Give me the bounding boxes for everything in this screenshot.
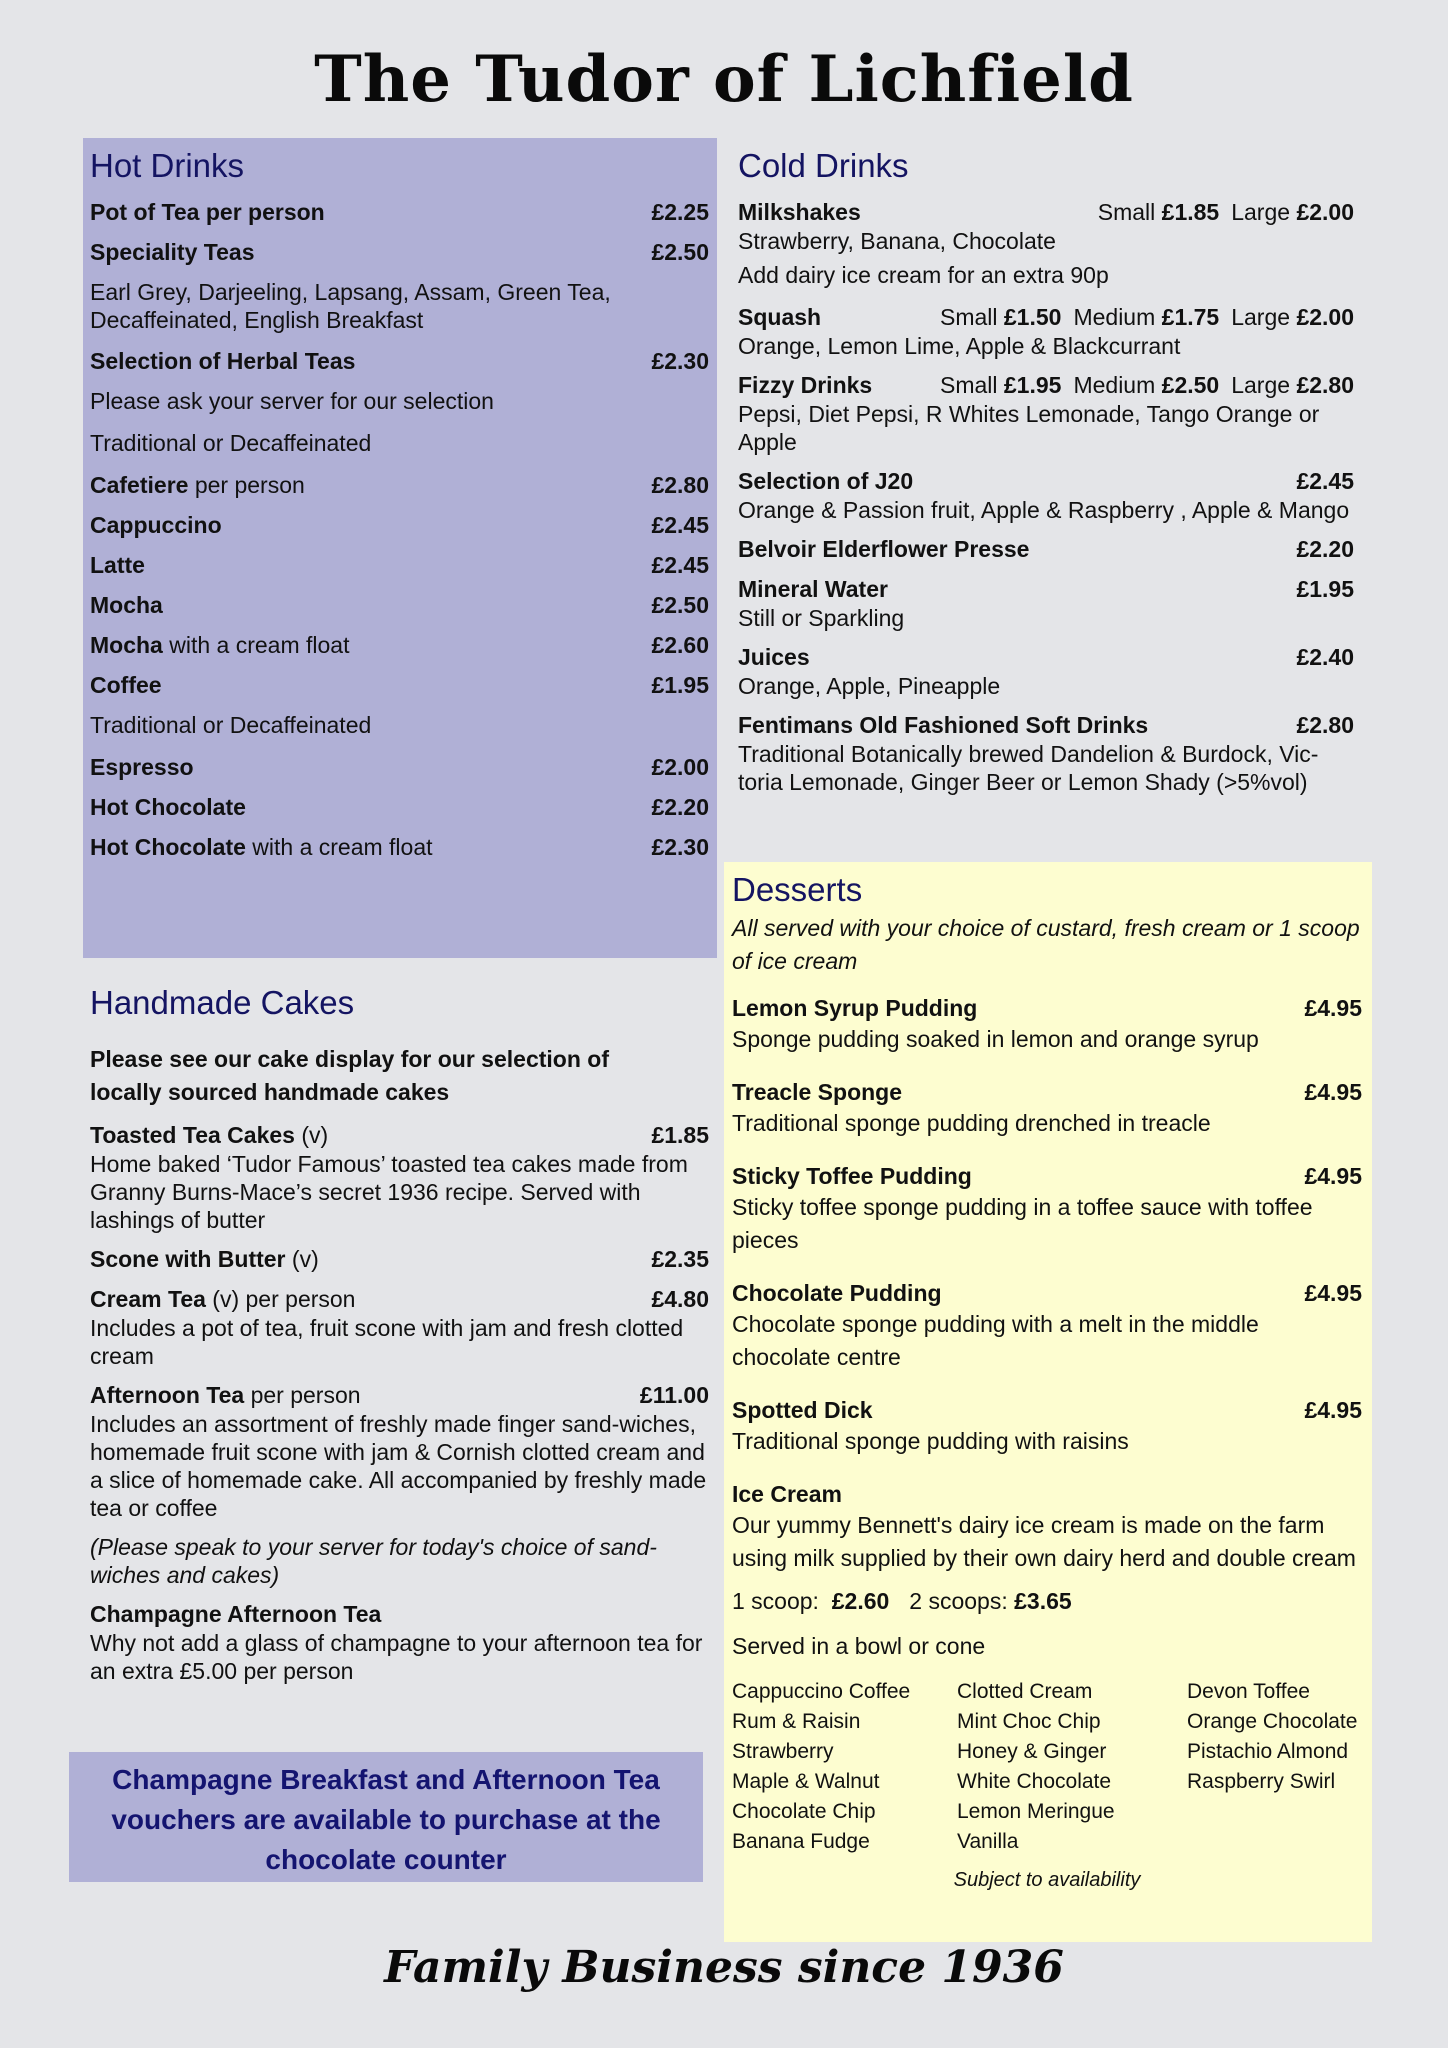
item-description: Orange, Lemon Lime, Apple & Blackcurrant (738, 333, 1181, 359)
item-name: Lemon Syrup Pudding (732, 995, 978, 1021)
item-description: Sponge pudding soaked in lemon and orange syrup (732, 1026, 1259, 1052)
item-price: £4.95 (1304, 1280, 1362, 1306)
flavour: Vanilla (957, 1830, 1019, 1853)
menu-item (90, 198, 709, 227)
cakes-heading: Handmade Cakes (90, 984, 355, 1021)
menu-item (90, 1600, 709, 1685)
flavour: Banana Fudge (732, 1830, 870, 1853)
item-price: £2.00 (651, 754, 709, 780)
menu-item (738, 711, 1354, 796)
size-label: Large (1231, 372, 1297, 398)
menu-item (738, 467, 1354, 524)
item-name: Selection of Herbal Teas (90, 348, 356, 374)
item-price: £4.95 (1304, 1163, 1362, 1189)
item-description: Traditional sponge pudding drenched in treacle (732, 1110, 1211, 1136)
item-description: Includes a pot of tea, fruit scone with jam and fresh clotted cream (90, 1315, 684, 1369)
flavour: Strawberry (732, 1740, 834, 1763)
menu-item (90, 671, 709, 700)
flavour (1187, 1797, 1377, 1827)
size-price: £2.80 (1296, 372, 1354, 398)
item-name: Mocha (90, 592, 163, 618)
desserts-intro: All served with your choice of custard, fresh cream or 1 scoop of ice cream (732, 915, 1360, 974)
item-name-suffix: (v) (285, 1246, 319, 1272)
item-name: Treacle Sponge (732, 1079, 903, 1105)
flavour: Rum & Raisin (732, 1710, 861, 1733)
item-price: £2.45 (651, 552, 709, 578)
item-price: £4.95 (1304, 1079, 1362, 1105)
item-price: £2.20 (1296, 536, 1354, 562)
cakes-intro: Please see our cake display for our selection of locally sourced handmade cakes (90, 1046, 609, 1105)
served-note: Served in a bowl or cone (732, 1633, 986, 1659)
item-name-suffix: (v) per person (205, 1286, 356, 1312)
item-name: Toasted Tea Cakes (90, 1122, 295, 1148)
menu-item (738, 575, 1354, 632)
footer-tagline: Family Business since 1936 (384, 1942, 1064, 1993)
menu-item (738, 643, 1354, 700)
size-label: Small (1097, 199, 1162, 225)
item-name: Cappuccino (90, 512, 222, 538)
size-label: Large (1231, 304, 1297, 330)
size-price: £1.85 (1161, 199, 1220, 225)
item-price: £11.00 (639, 1382, 709, 1408)
flavour: Mint Choc Chip (957, 1710, 1101, 1733)
menu-item (732, 1396, 1362, 1458)
item-price: £2.45 (1296, 468, 1354, 494)
menu-item (90, 591, 709, 620)
menu-item (90, 511, 709, 540)
item-description: Home baked ‘Tudor Famous’ toasted tea cakes made from Granny Burns-Mace’s secret 1936 recipe. Served with lashings of butter (90, 1151, 688, 1233)
item-description: Traditional Botanically brewed Dandelion & Burdock, Vic-toria Lemonade, Ginger Beer or Lemon Shady (>5%vol) (738, 741, 1319, 795)
menu-item (90, 1285, 709, 1370)
item-price: £1.85 (651, 1122, 709, 1148)
scoop-label: 2 scoops: (909, 1588, 1015, 1614)
item-price: £2.50 (651, 239, 709, 265)
flavour: Maple & Walnut (732, 1770, 880, 1793)
menu-item (90, 833, 709, 862)
item-name-suffix: (v) (294, 1122, 329, 1148)
item-note: Add dairy ice cream for an extra 90p (738, 262, 1109, 288)
item-price: £2.80 (651, 472, 709, 498)
item-price: £2.20 (651, 794, 709, 820)
item-price: £2.50 (651, 592, 709, 618)
menu-item (732, 1162, 1362, 1257)
item-description: Sticky toffee sponge pudding in a toffee sauce with toffee pieces (732, 1194, 1313, 1253)
item-name: Sticky Toffee Pudding (732, 1163, 972, 1189)
item-name: Coffee (90, 672, 162, 698)
flavour: Pistachio Almond (1187, 1740, 1349, 1763)
menu-item (90, 347, 709, 376)
menu-item (90, 551, 709, 580)
desserts-panel (724, 862, 1372, 1942)
item-price: £2.40 (1296, 644, 1354, 670)
item-price: £2.60 (651, 632, 709, 658)
item-name: Fizzy Drinks (738, 372, 873, 398)
cold-drinks-heading: Cold Drinks (738, 147, 909, 184)
size-label: Large (1231, 199, 1297, 225)
menu-item (732, 1480, 1362, 1575)
item-price: £2.30 (651, 834, 709, 860)
menu-item (732, 994, 1362, 1056)
flavour: Clotted Cream (957, 1680, 1093, 1703)
item-name: Fentimans Old Fashioned Soft Drinks (738, 712, 1149, 738)
ice-cream-flavours (732, 1677, 1362, 1857)
menu-item (90, 471, 709, 500)
item-name: Champagne Afternoon Tea (90, 1601, 382, 1627)
item-price: £2.30 (651, 348, 709, 374)
flavour: Lemon Meringue (957, 1800, 1115, 1823)
item-name: Latte (90, 552, 145, 578)
flavour: Honey & Ginger (957, 1740, 1107, 1763)
size-label: Small (939, 304, 1004, 330)
item-name-suffix: with a cream float (245, 834, 433, 860)
item-name: Belvoir Elderflower Presse (738, 536, 1030, 562)
item-price: £2.35 (651, 1246, 709, 1272)
item-name: Espresso (90, 754, 194, 780)
item-note: Please ask your server for our selection (90, 388, 494, 414)
item-price: £2.45 (651, 512, 709, 538)
item-name: Afternoon Tea (90, 1382, 245, 1408)
size-label: Small (939, 372, 1004, 398)
size-price: £1.75 (1161, 304, 1220, 330)
item-name-suffix: with a cream float (162, 632, 350, 658)
size-price: £1.50 (1003, 304, 1062, 330)
item-name: Cafetiere (90, 472, 189, 498)
item-price: £2.80 (1296, 712, 1354, 738)
item-description: Strawberry, Banana, Chocolate (738, 228, 1056, 254)
item-description: Why not add a glass of champagne to your afternoon tea for an extra £5.00 per person (90, 1630, 703, 1684)
item-price: £4.95 (1304, 995, 1362, 1021)
scoop-label: 1 scoop: (732, 1588, 832, 1614)
item-name: Mocha (90, 632, 163, 658)
menu-item (90, 1121, 709, 1234)
item-price: £1.95 (1296, 576, 1354, 602)
item-name: Speciality Teas (90, 239, 255, 265)
menu-item (90, 631, 709, 660)
menu-item (90, 1245, 709, 1274)
item-price: £4.80 (651, 1286, 709, 1312)
hot-drinks-panel (83, 138, 717, 958)
item-name: Cream Tea (90, 1286, 206, 1312)
item-name: Pot of Tea per person (90, 199, 325, 225)
item-price: £2.25 (651, 199, 709, 225)
item-description: Still or Sparkling (738, 605, 905, 631)
size-price: £2.00 (1296, 199, 1354, 225)
item-name: Hot Chocolate (90, 794, 246, 820)
item-description: Earl Grey, Darjeeling, Lapsang, Assam, Green Tea, Decaffeinated, English Breakfast (90, 279, 611, 333)
size-prices (940, 303, 1354, 332)
menu-item (90, 238, 709, 267)
flavour (1187, 1827, 1377, 1857)
flavour: White Chocolate (957, 1770, 1112, 1793)
flavour: Raspberry Swirl (1187, 1770, 1336, 1793)
menu-item (738, 371, 1354, 456)
size-price: £2.00 (1296, 304, 1354, 330)
item-name: Spotted Dick (732, 1397, 873, 1423)
menu-item (738, 535, 1354, 564)
item-description: Our yummy Bennett's dairy ice cream is made on the farm using milk supplied by their own dairy herd and double cream (732, 1512, 1356, 1571)
flavour: Chocolate Chip (732, 1800, 876, 1823)
item-description: Orange & Passion fruit, Apple & Raspberry , Apple & Mango (738, 497, 1350, 523)
item-description: Pepsi, Diet Pepsi, R Whites Lemonade, Tango Orange or Apple (738, 401, 1320, 455)
handmade-cakes-panel (83, 975, 717, 1735)
menu-item (738, 303, 1354, 360)
item-name: Hot Chocolate (90, 834, 246, 860)
item-name: Scone with Butter (90, 1246, 286, 1272)
item-name: Selection of J20 (738, 468, 914, 494)
voucher-banner: Champagne Breakfast and Afternoon Tea vouchers are available to purchase at the chocolate counter (69, 1752, 703, 1882)
scoop-prices (732, 1585, 1362, 1618)
cold-drinks-panel (730, 138, 1362, 848)
menu-item (90, 793, 709, 822)
item-description: Traditional sponge pudding with raisins (732, 1428, 1129, 1454)
item-name: Mineral Water (738, 576, 888, 602)
item-name: Ice Cream (732, 1481, 842, 1507)
size-label: Medium (1073, 372, 1162, 398)
menu-item (732, 1279, 1362, 1374)
size-prices (1098, 198, 1354, 227)
flavour: Orange Chocolate (1187, 1710, 1358, 1733)
item-description: Orange, Apple, Pineapple (738, 673, 1001, 699)
item-name: Juices (738, 644, 810, 670)
menu-item (90, 1381, 709, 1522)
item-note: Traditional or Decaffeinated (90, 712, 372, 738)
scoop-price: £2.60 (831, 1588, 890, 1614)
flavour: Cappuccino Coffee (732, 1680, 911, 1703)
item-note: (Please speak to your server for today's choice of sand-wiches and cakes) (90, 1534, 657, 1588)
item-price: £1.95 (651, 672, 709, 698)
menu-item (90, 753, 709, 782)
size-price: £1.95 (1003, 372, 1062, 398)
item-price: £4.95 (1304, 1397, 1362, 1423)
item-name-suffix: per person (244, 1382, 361, 1408)
menu-item (738, 198, 1354, 255)
page-title: The Tudor of Lichfield (314, 42, 1134, 117)
hot-drinks-heading: Hot Drinks (90, 147, 245, 184)
availability-note: Subject to availability (953, 1869, 1141, 1891)
desserts-heading: Desserts (732, 871, 863, 908)
scoop-price: £3.65 (1014, 1588, 1072, 1614)
item-name: Milkshakes (738, 199, 861, 225)
item-description: Chocolate sponge pudding with a melt in the middle chocolate centre (732, 1311, 1259, 1370)
item-note: Traditional or Decaffeinated (90, 430, 372, 456)
item-name: Squash (738, 304, 822, 330)
size-label: Medium (1073, 304, 1162, 330)
item-name: Chocolate Pudding (732, 1280, 942, 1306)
size-price: £2.50 (1161, 372, 1220, 398)
size-prices (940, 371, 1354, 400)
menu-item (732, 1078, 1362, 1140)
flavour: Devon Toffee (1187, 1680, 1310, 1703)
item-description: Includes an assortment of freshly made finger sand-wiches, homemade fruit scone with jam & Cornish clotted cream and a slice of homemade cake. All accompanied by freshly made tea or coffee (90, 1411, 707, 1521)
item-name-suffix: per person (188, 472, 305, 498)
